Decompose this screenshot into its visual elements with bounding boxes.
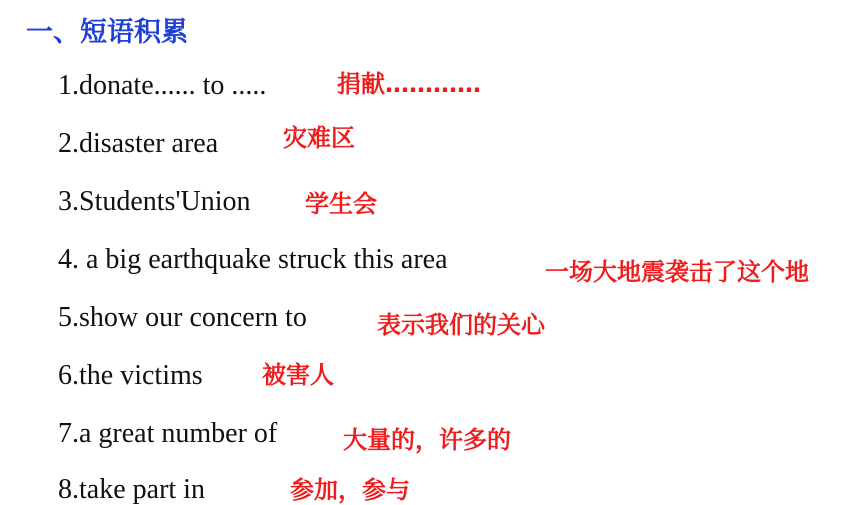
phrase-4: 4. a big earthquake struck this area bbox=[58, 244, 448, 275]
translation-4: 一场大地震袭击了这个地 bbox=[545, 258, 809, 286]
translation-6: 被害人 bbox=[262, 361, 334, 389]
translation-2: 灾难区 bbox=[283, 124, 355, 152]
translation-8: 参加，参与 bbox=[290, 476, 410, 504]
phrase-6: 6.the victims bbox=[58, 360, 203, 391]
phrase-3: 3.Students'Union bbox=[58, 186, 251, 217]
phrase-5: 5.show our concern to bbox=[58, 302, 307, 333]
phrase-8: 8.take part in bbox=[58, 474, 205, 505]
phrase-2: 2.disaster area bbox=[58, 128, 219, 159]
section-heading: 一、短语积累 bbox=[26, 17, 188, 48]
translation-1: 捐献………… bbox=[337, 70, 481, 98]
phrase-1: 1.donate...... to ..... bbox=[58, 70, 267, 101]
translation-5: 表示我们的关心 bbox=[377, 311, 545, 339]
translation-7: 大量的，许多的 bbox=[343, 426, 511, 454]
translation-3: 学生会 bbox=[305, 190, 377, 218]
phrase-7: 7.a great number of bbox=[58, 418, 278, 449]
